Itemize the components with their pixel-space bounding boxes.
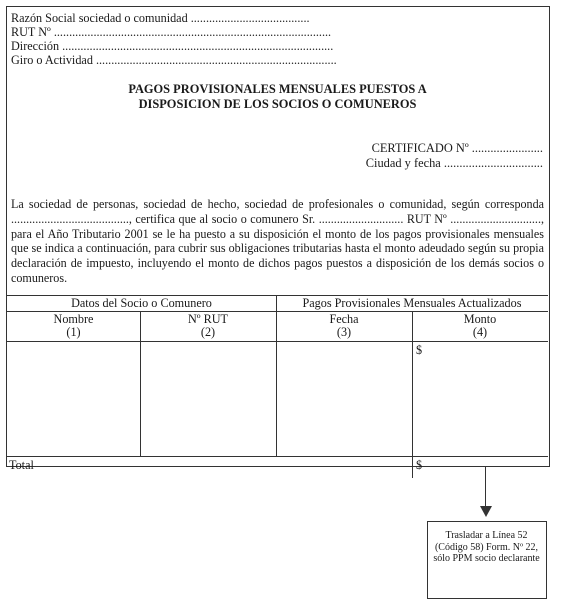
monto-currency-symbol: $ bbox=[416, 343, 423, 357]
group-header-socio: Datos del Socio o Comunero bbox=[71, 296, 212, 310]
note-line-2: (Código 58) Form. Nº 22, bbox=[434, 541, 539, 553]
transfer-arrow-head bbox=[480, 506, 492, 517]
total-currency-symbol: $ bbox=[416, 458, 423, 472]
note-line-1: Trasladar a Línea 52 bbox=[445, 530, 528, 541]
column-header-rut: Nº RUT bbox=[187, 312, 228, 326]
transfer-note-box bbox=[427, 521, 547, 599]
certificate-number: CERTIFICADO Nº ....................... bbox=[371, 141, 543, 155]
certification-paragraph: La sociedad de personas, sociedad de hecho, sociedad de profesionales o comunidad, según corresponda ......................................., certifica que al socio o comunero Sr. ............................ RUT Nº .............................., para el Año Tributario 2001 se le ha puesto a su disposición el monto de los pagos provisionales mensuales que se indica a continuación, para cubrir sus obligaciones tributarias hasta el monto adeudado según su propia declaración de impuesto, incluyendo el monto de dichos pagos puestos a disposición de los demás socios o comuneros. bbox=[11, 197, 544, 285]
form-title-line-1: PAGOS PROVISIONALES MENSUALES PUESTOS A bbox=[128, 82, 427, 96]
rut-line: RUT Nº ........................................................................................... bbox=[11, 25, 332, 39]
transfer-note-text bbox=[428, 530, 545, 565]
transfer-arrow-line bbox=[485, 467, 486, 508]
table-header-bottom bbox=[7, 341, 548, 342]
column-header-monto: Monto bbox=[463, 312, 497, 326]
total-label: Total bbox=[9, 458, 34, 472]
note-line-3: sólo PPM socio declarante bbox=[433, 553, 540, 565]
form-title-line-2: DISPOSICION DE LOS SOCIOS O COMUNEROS bbox=[138, 97, 417, 111]
city-date-line: Ciudad y fecha ................................ bbox=[365, 156, 543, 170]
giro-line: Giro o Actividad ............................................................................... bbox=[11, 53, 337, 67]
table-total-divider bbox=[7, 456, 548, 457]
group-header-ppm: Pagos Provisionales Mensuales Actualizados bbox=[302, 296, 522, 310]
column-header-fecha: Fecha bbox=[329, 312, 359, 326]
column-number-3: (3) bbox=[336, 325, 352, 339]
razon-social-line: Razón Social sociedad o comunidad ....................................... bbox=[11, 11, 310, 25]
column-number-2: (2) bbox=[200, 325, 216, 339]
column-number-4: (4) bbox=[472, 325, 488, 339]
column-number-1: (1) bbox=[66, 325, 81, 339]
certificate-form bbox=[6, 6, 550, 472]
direccion-line: Dirección ......................................................................................... bbox=[11, 39, 334, 53]
column-header-nombre: Nombre bbox=[53, 312, 94, 326]
